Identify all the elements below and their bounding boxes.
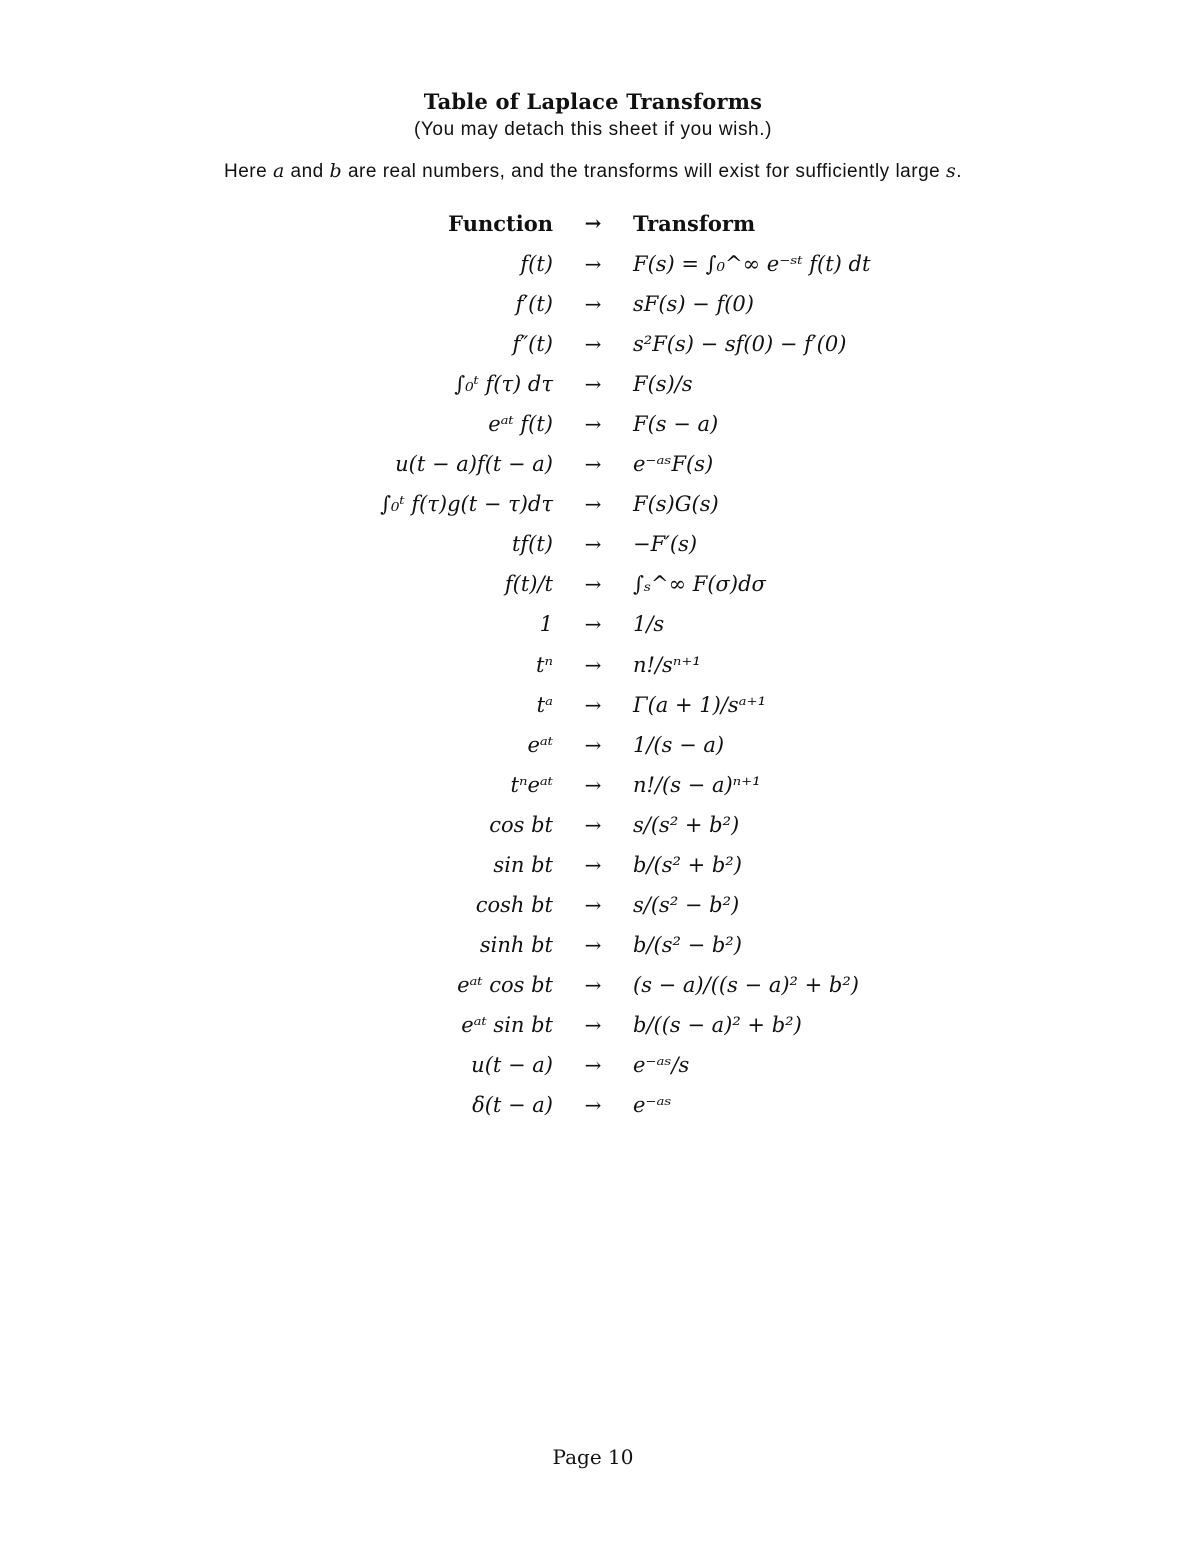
- row-function: eᵃᵗ f(t): [488, 412, 553, 436]
- row-transform: F(s)/s: [633, 372, 693, 396]
- intro-text: and: [284, 161, 330, 182]
- row-function: 1: [539, 612, 553, 636]
- row-arrow: →: [584, 252, 602, 276]
- row-transform: 1/(s − a): [633, 733, 725, 757]
- table-row: [0, 805, 1186, 845]
- row-function: tⁿ: [536, 653, 553, 677]
- row-function: δ(t − a): [472, 1093, 553, 1117]
- row-arrow: →: [584, 893, 602, 917]
- row-function: cos bt: [489, 813, 553, 837]
- table-row: [0, 364, 1186, 404]
- intro-paragraph: [0, 160, 1186, 183]
- row-transform: F(s) = ∫₀^∞ e⁻ˢᵗ f(t) dt: [633, 252, 871, 276]
- row-transform: F(s − a): [633, 412, 719, 436]
- row-function: u(t − a)f(t − a): [395, 452, 553, 476]
- header-function: Function: [448, 210, 553, 236]
- table-row: [0, 324, 1186, 364]
- table-row: [0, 965, 1186, 1005]
- row-transform: n!/(s − a)ⁿ⁺¹: [633, 773, 761, 797]
- header-arrow: →: [584, 211, 602, 235]
- row-transform: s/(s² − b²): [633, 893, 740, 917]
- row-function: sin bt: [493, 853, 553, 877]
- row-function: tᵃ: [536, 693, 553, 717]
- row-arrow: →: [584, 292, 602, 316]
- row-transform: 1/s: [633, 612, 665, 636]
- row-arrow: →: [584, 1013, 602, 1037]
- row-arrow: →: [584, 612, 602, 636]
- row-arrow: →: [584, 452, 602, 476]
- row-arrow: →: [584, 933, 602, 957]
- header-transform: Transform: [633, 210, 756, 236]
- row-function: ∫₀ᵗ f(τ)g(t − τ)dτ: [380, 492, 553, 516]
- row-transform: sF(s) − f(0): [633, 292, 754, 316]
- intro-variable-b: b: [329, 160, 343, 182]
- table-row: [0, 284, 1186, 324]
- row-transform: (s − a)/((s − a)² + b²): [633, 973, 859, 997]
- row-function: tf(t): [511, 532, 553, 556]
- row-arrow: →: [584, 733, 602, 757]
- row-arrow: →: [584, 693, 602, 717]
- row-function: u(t − a): [471, 1053, 553, 1077]
- table-row: [0, 1085, 1186, 1125]
- row-arrow: →: [584, 332, 602, 356]
- page-title: Table of Laplace Transforms: [423, 89, 763, 114]
- row-transform: b/(s² + b²): [633, 853, 742, 877]
- row-function: eᵃᵗ: [527, 733, 553, 757]
- table-header-row: [0, 203, 1186, 243]
- table-row: [0, 725, 1186, 765]
- table-row: [0, 1005, 1186, 1045]
- row-transform: e⁻ᵃˢF(s): [633, 452, 714, 476]
- row-arrow: →: [584, 973, 602, 997]
- intro-text: .: [956, 161, 963, 182]
- table-row: [0, 645, 1186, 685]
- table-row: [0, 564, 1186, 604]
- row-arrow: →: [584, 532, 602, 556]
- table-row: [0, 1045, 1186, 1085]
- row-arrow: →: [584, 572, 602, 596]
- row-arrow: →: [584, 412, 602, 436]
- row-transform: −F′(s): [633, 532, 698, 556]
- intro-variable-s: s: [945, 160, 957, 182]
- row-arrow: →: [584, 853, 602, 877]
- row-function: ∫₀ᵗ f(τ) dτ: [454, 372, 553, 396]
- intro-variable-a: a: [272, 160, 285, 182]
- row-transform: e⁻ᵃˢ/s: [633, 1053, 690, 1077]
- row-transform: b/((s − a)² + b²): [633, 1013, 802, 1037]
- row-function: f(t)/t: [504, 572, 553, 596]
- row-function: sinh bt: [479, 933, 553, 957]
- table-row: [0, 845, 1186, 885]
- table-row: [0, 925, 1186, 965]
- row-arrow: →: [584, 813, 602, 837]
- table-row: [0, 524, 1186, 564]
- intro-text: are real numbers, and the transforms will exist for sufficiently large: [342, 161, 946, 182]
- row-transform: s²F(s) − sf(0) − f′(0): [633, 332, 847, 356]
- row-transform: ∫ₛ^∞ F(σ)dσ: [633, 572, 766, 596]
- row-function: f′(t): [515, 292, 553, 316]
- row-arrow: →: [584, 1053, 602, 1077]
- row-transform: e⁻ᵃˢ: [633, 1093, 672, 1117]
- table-row: [0, 685, 1186, 725]
- row-arrow: →: [584, 773, 602, 797]
- row-function: f″(t): [512, 332, 553, 356]
- table-row: [0, 765, 1186, 805]
- row-arrow: →: [584, 372, 602, 396]
- row-transform: s/(s² + b²): [633, 813, 740, 837]
- row-arrow: →: [584, 653, 602, 677]
- row-function: eᵃᵗ sin bt: [461, 1013, 553, 1037]
- row-transform: n!/sⁿ⁺¹: [633, 653, 701, 677]
- row-transform: b/(s² − b²): [633, 933, 742, 957]
- intro-text: Here: [223, 161, 273, 182]
- row-transform: Γ(a + 1)/sᵃ⁺¹: [633, 693, 767, 717]
- table-row: [0, 444, 1186, 484]
- table-row: [0, 484, 1186, 524]
- page-subtitle: (You may detach this sheet if you wish.): [413, 119, 773, 140]
- row-arrow: →: [584, 1093, 602, 1117]
- row-function: eᵃᵗ cos bt: [457, 973, 553, 997]
- table-row: [0, 244, 1186, 284]
- row-function: cosh bt: [475, 893, 553, 917]
- table-row: [0, 404, 1186, 444]
- row-function: f(t): [520, 252, 553, 276]
- table-row: [0, 885, 1186, 925]
- page-number: Page 10: [552, 1445, 634, 1469]
- table-row: [0, 604, 1186, 644]
- row-arrow: →: [584, 492, 602, 516]
- row-function: tⁿeᵃᵗ: [510, 773, 553, 797]
- row-transform: F(s)G(s): [633, 492, 719, 516]
